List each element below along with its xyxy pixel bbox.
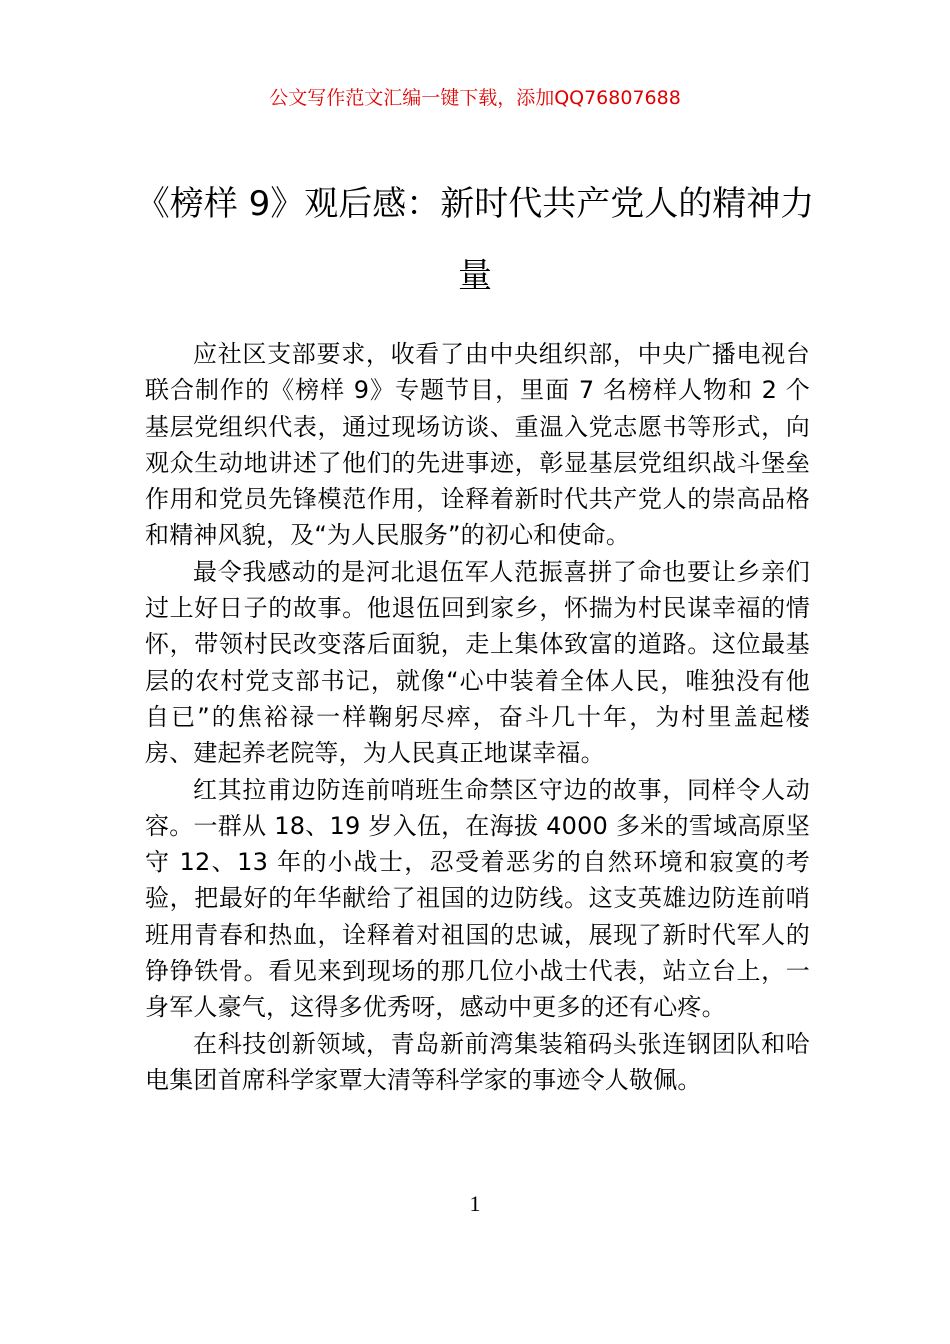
document-body [145, 336, 810, 1098]
paragraph-1: 应社区支部要求，收看了由中央组织部，中央广播电视台联合制作的《榜样 9》专题节目，里面 7 名榜样人物和 2 个基层党组织代表，通过现场访谈、重温入党志愿书等形式，向观众生动地讲述了他们的先进事迹，彰显基层党组织战斗堡垒作用和党员先锋模范作用，诠释着新时代共产党人的崇高品格和精神风貌，及“为人民服务”的初心和使命。 [145, 340, 810, 550]
paragraph-4: 在科技创新领域，青岛新前湾集装箱码头张连钢团队和哈电集团首席科学家覃大清等科学家的事迹令人敬佩。 [145, 1029, 810, 1094]
paragraph-2: 最令我感动的是河北退伍军人范振喜拼了命也要让乡亲们过上好日子的故事。他退伍回到家乡，怀揣为村民谋幸福的情怀，带领村民改变落后面貌，走上集体致富的道路。这位最基层的农村党支部书记，就像“心中装着全体人民，唯独没有他自已”的焦裕禄一样鞠躬尽瘁，奋斗几十年，为村里盖起楼房、建起养老院等，为人民真正地谋幸福。 [145, 557, 810, 768]
download-note: 公文写作范文汇编一键下载，添加QQ76807688 [269, 87, 681, 109]
page-number: 1 [469, 1191, 481, 1216]
document-title: 《榜样 9》观后感：新时代共产党人的精神力量 [135, 184, 815, 296]
paragraph-3: 红其拉甫边防连前哨班生命禁区守边的故事，同样令人动容。一群从 18、19 岁入伍，在海拔 4000 多米的雪域高原坚守 12、13 年的小战士，忍受着恶劣的自然环境和寂寞的考验，把最好的年华献给了祖国的边防线。这支英雄边防连前哨班用青春和热血，诠释着对祖国的忠诚，展现了新时代军人的铮铮铁骨。看见来到现场的那几位小战士代表，站立台上，一身军人豪气，这得多优秀呀，感动中更多的还有心疼。 [145, 775, 810, 1022]
